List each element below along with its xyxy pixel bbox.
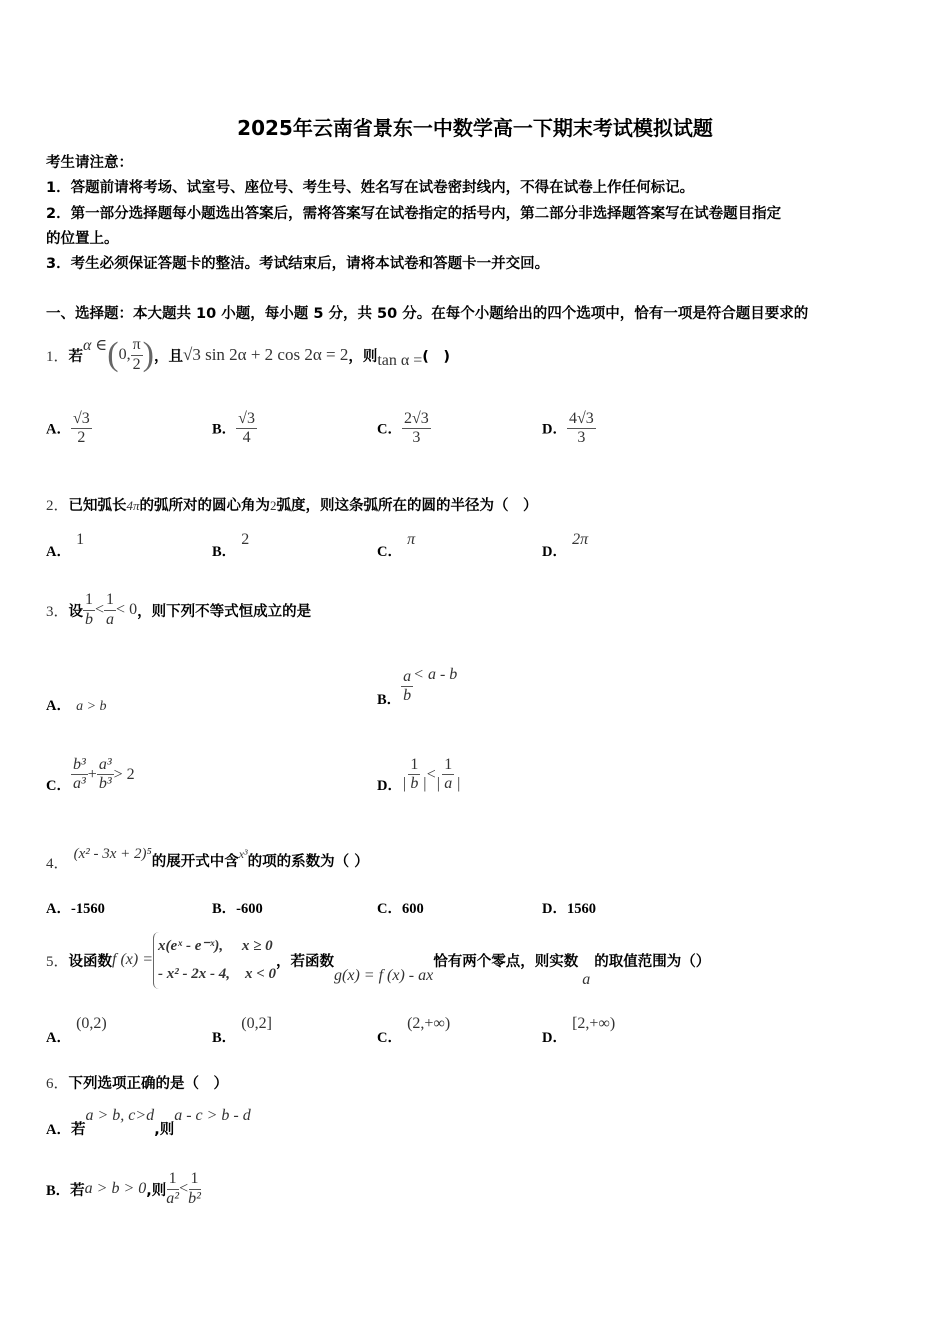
option-b: B． 若 a > b > 0 ,则 $\frac{1}{\text{a²}}$ < $\frac{1}{\text{b²}}$ [46,1170,201,1207]
option-c: C．600 [377,901,424,917]
question-number: 1． [46,348,69,365]
option-a: A． $\frac{√3}{2}$ [46,410,90,447]
option-c: C． $\frac{2√3}{3}$ [377,410,429,447]
piecewise-function: x(eˣ - e⁻ˣ), x ≥ 0 - x² - 2x - 4, x < 0 [153,932,276,989]
option-a: A． 1 [46,531,85,560]
option-a: A．-1560 [46,901,105,917]
math: √3 sin 2α + 2 cos 2α = 2 [183,345,349,364]
math: 0, [118,346,131,363]
option-d: D．1560 [542,901,596,917]
math: tan α = [377,352,423,369]
question-4: 4． (x² - 3x + 2)⁵的展开式中含x³的项的系数为（ ） [46,846,369,872]
option-a: A． a > b [46,698,107,714]
question-2: 2．已知弧长4π的弧所对的圆心角为2弧度，则这条弧所在的圆的半径为（ ） [46,498,538,514]
notice-item: 2．第一部分选择题每小题选出答案后，需将答案写在试卷指定的括号内，第二部分非选择题答案写在试卷题目指定 [46,206,782,222]
option-c: C． (2,+∞) [377,1015,451,1046]
option-d: D． $\frac{4√3}{3}$ [542,410,594,447]
option-a: A． (0,2) [46,1015,107,1046]
option-c: C． π [377,531,416,560]
question-3: 3． 设 $\frac{1}{b}$ < $\frac{1}{a}$ < 0 ，则下列不等式恒成立的是 [46,591,312,628]
fraction: $\frac{\pi}{2}$ [132,336,141,373]
page-title: 2025年云南省景东一中数学高一下期末考试模拟试题 [237,116,713,140]
q-text: 若 [68,348,84,365]
option-c: C． $\frac{\text{b³}}{\text{a³}}$ + $\frac{\text{a³}}{\text{b³}}$ > 2 [46,756,135,795]
math: α ∈ [83,337,108,354]
option-d: D． [2,+∞) [542,1015,616,1046]
option-a: A．若a > b, c>d,则a - c > b - d [46,1107,251,1138]
question-1: 1． 若 α ∈ ( 0, $\frac{\pi}{2}$ ) ，且 √3 sin 2α + 2 cos 2α = 2 ，则 tan α = ( ) [46,336,451,373]
option-b: B． $\frac{a}{b}$ < a - b [377,665,458,709]
q-text: ，则 [348,348,378,365]
notice-heading: 考生请注意： [46,155,133,171]
question-6: 6．下列选项正确的是（ ） [46,1076,229,1092]
question-5: 5． 设函数 f (x) = x(eˣ - e⁻ˣ), x ≥ 0 - x² - 2x - 4, x < 0 ，若函数 g(x) = f (x) - ax 恰有两个零点，则实数 a 的取值范围为（） [46,928,710,992]
option-d: D． $\frac{1}{| b |}$ < $\frac{1}{| a |}$ [377,756,461,795]
notice-item: 的位置上。 [46,231,119,247]
section-heading: 一、选择题：本大题共 10 小题，每小题 5 分，共 50 分。在每个小题给出的四个选项中，恰有一项是符合题目要求的 [46,306,809,322]
option-d: D． 2π [542,531,589,560]
option-b: B． 2 [212,531,250,560]
notice-item: 1．答题前请将考场、试室号、座位号、考生号、姓名写在试卷密封线内，不得在试卷上作任何标记。 [46,180,695,196]
answer-blank: ( ) [422,348,451,365]
q-text: ，且 [154,348,183,365]
option-b: B． $\frac{√3}{4}$ [212,410,255,447]
option-b: B．-600 [212,901,263,917]
option-b: B． (0,2] [212,1015,272,1046]
notice-item: 3．考生必须保证答题卡的整洁。考试结束后，请将本试卷和答题卡一并交回。 [46,256,550,272]
